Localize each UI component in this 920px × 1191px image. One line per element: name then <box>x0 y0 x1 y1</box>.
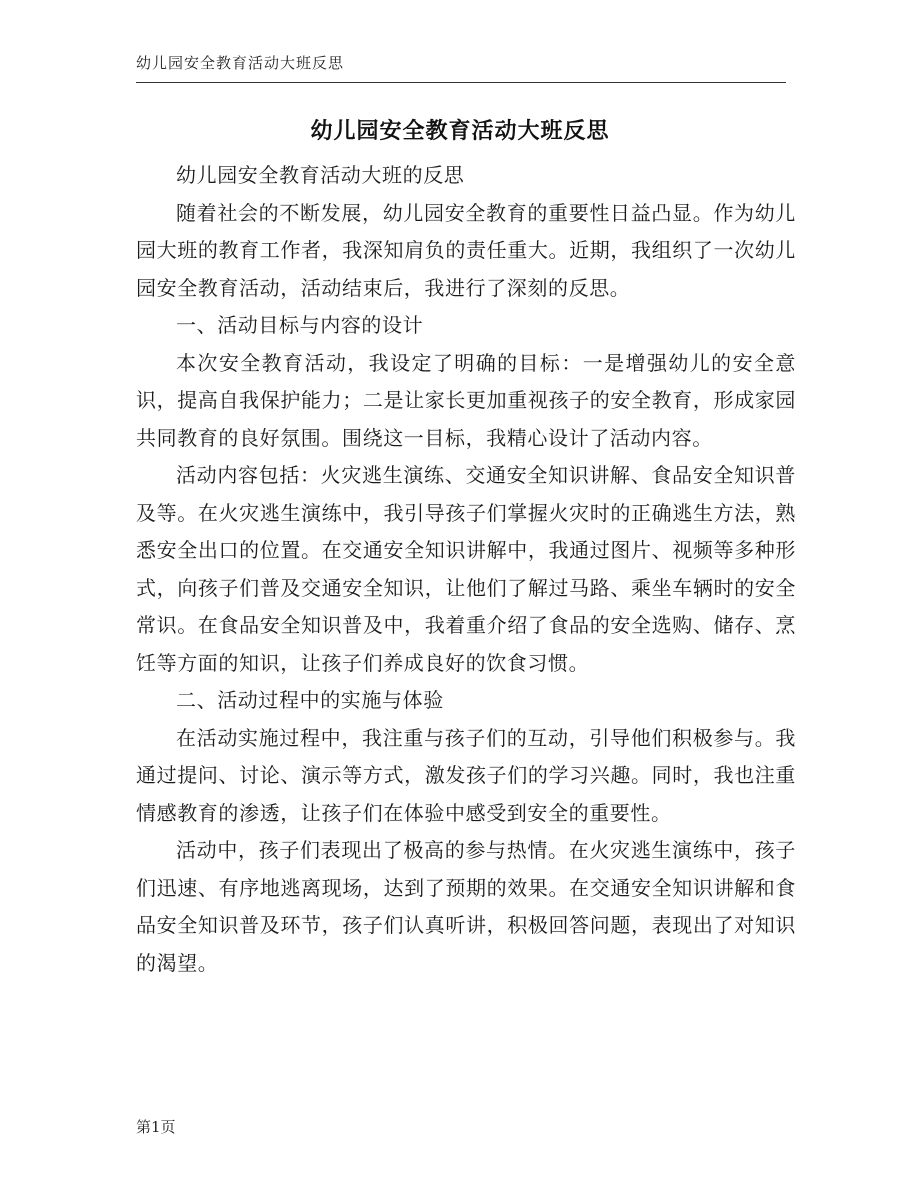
paragraph-implementation: 在活动实施过程中，我注重与孩子们的互动，引导他们积极参与。我通过提问、讨论、演示等方式，激发孩子们的学习兴趣。同时，我也注重情感教育的渗透，让孩子们在体验中感受到安全的重要性。 <box>136 725 796 825</box>
running-header: 幼儿园安全教育活动大班反思 <box>136 54 345 72</box>
paragraph-content: 活动内容包括：火灾逃生演练、交通安全知识讲解、食品安全知识普及等。在火灾逃生演练中，我引导孩子们掌握火灾时的正确逃生方法，熟悉安全出口的位置。在交通安全知识讲解中，我通过图片、视频等多种形式，向孩子们普及交通安全知识，让他们了解过马路、乘坐车辆时的安全常识。在食品安全知识普及中，我着重介绍了食品的安全选购、储存、烹饪等方面的知识，让孩子们养成良好的饮食习惯。 <box>136 463 796 675</box>
paragraph-experience: 活动中，孩子们表现出了极高的参与热情。在火灾逃生演练中，孩子们迅速、有序地逃离现场，达到了预期的效果。在交通安全知识讲解和食品安全知识普及环节，孩子们认真听讲，积极回答问题，表现出了对知识的渴望。 <box>136 838 796 975</box>
paragraph-subtitle: 幼儿园安全教育活动大班的反思 <box>176 163 465 187</box>
paragraph-goals: 本次安全教育活动，我设定了明确的目标：一是增强幼儿的安全意识，提高自我保护能力；二是让家长更加重视孩子的安全教育，形成家园共同教育的良好氛围。围绕这一目标，我精心设计了活动内容。 <box>136 350 796 450</box>
header-divider <box>136 82 786 83</box>
document-body <box>136 157 796 982</box>
paragraph-intro: 随着社会的不断发展，幼儿园安全教育的重要性日益凸显。作为幼儿园大班的教育工作者，我深知肩负的责任重大。近期，我组织了一次幼儿园安全教育活动，活动结束后，我进行了深刻的反思。 <box>136 200 796 300</box>
section-heading-2: 二、活动过程中的实施与体验 <box>176 688 444 712</box>
section-heading-1: 一、活动目标与内容的设计 <box>176 313 424 337</box>
page-number: 第1页 <box>136 1118 176 1136</box>
document-title: 幼儿园安全教育活动大班反思 <box>310 118 610 144</box>
